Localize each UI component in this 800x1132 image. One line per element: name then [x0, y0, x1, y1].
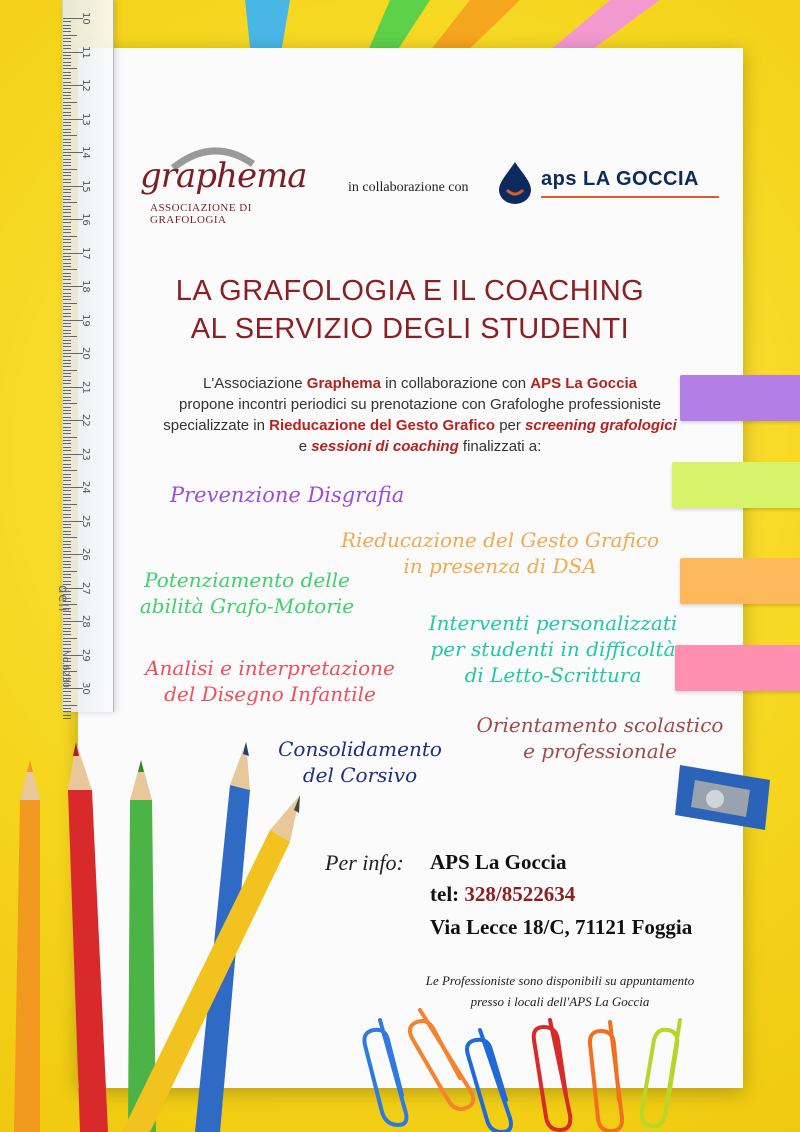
goccia-wordmark: aps LA GOCCIA	[541, 168, 699, 190]
ruler-number: 18	[80, 280, 91, 293]
ruler-tick	[63, 470, 77, 471]
ruler-tick	[63, 105, 71, 106]
ruler-number: 26	[80, 548, 91, 561]
topic-analisi	[135, 655, 405, 707]
ruler-tick	[63, 159, 71, 160]
pencil-orange	[14, 760, 40, 1132]
ruler-tick	[63, 484, 71, 485]
ruler-tick	[63, 129, 71, 130]
ruler-tick	[63, 423, 71, 424]
ruler-tick	[63, 628, 71, 629]
footer-line-2: presso i locali dell'APS La Goccia	[470, 994, 650, 1009]
ruler-tick	[63, 122, 71, 123]
ruler-tick	[63, 58, 71, 59]
ruler-tick	[63, 21, 71, 22]
ruler-tick	[63, 289, 71, 290]
pencils-decoration	[0, 720, 330, 1132]
ruler-tick	[63, 534, 71, 535]
ruler-tick	[63, 115, 71, 116]
ruler-tick	[63, 551, 71, 552]
ruler-number: 22	[80, 414, 91, 427]
ruler-tick	[63, 490, 71, 491]
ruler-tick	[63, 433, 71, 434]
ruler-tick	[63, 571, 77, 572]
ruler-tick	[63, 125, 71, 126]
screening-text: screening grafologici	[525, 417, 677, 434]
ruler-tick	[63, 373, 71, 374]
ruler-tick	[63, 31, 71, 32]
ruler-tick	[63, 400, 71, 401]
topic-text: di Letto-Scrittura	[464, 663, 642, 687]
ruler-tick	[63, 497, 71, 498]
ruler-tick	[63, 82, 71, 83]
info-address: Via Lecce 18/C, 71121 Foggia	[430, 915, 693, 939]
topic-text: Interventi personalizzati	[428, 611, 678, 635]
ruler-tick	[63, 139, 71, 140]
graphema-wordmark: graphema	[140, 156, 307, 196]
ruler-tick	[63, 92, 71, 93]
ruler-tick	[63, 202, 77, 203]
ruler-number: 21	[80, 380, 91, 394]
ruler-tick	[63, 701, 71, 702]
ruler-tick	[63, 443, 71, 444]
title-line-2: AL SERVIZIO DEGLI STUDENTI	[190, 313, 630, 345]
ruler-tick	[63, 299, 71, 300]
info-label: Per info:	[325, 850, 404, 875]
ruler-tick	[63, 313, 71, 314]
paperclip-blue2-icon	[467, 1030, 511, 1132]
ruler-tick	[63, 65, 71, 66]
ruler-tick	[63, 430, 71, 431]
ruler-tick	[63, 28, 71, 29]
ruler-tick	[63, 618, 71, 619]
intro-text: finalizzati a:	[458, 438, 542, 455]
ruler-tick	[63, 232, 71, 233]
ruler-tick	[63, 269, 77, 270]
ruler-tick	[63, 517, 71, 518]
ruler-tick	[63, 464, 71, 465]
ruler-tick	[63, 149, 71, 150]
ruler-tick	[63, 78, 71, 79]
ruler-tick	[63, 457, 71, 458]
ruler-tick	[63, 380, 71, 381]
ruler-tick	[63, 514, 71, 515]
ruler-tick	[63, 75, 71, 76]
ruler-tick	[63, 360, 71, 361]
ruler-number: 28	[80, 615, 91, 628]
ruler-tick	[63, 55, 71, 56]
ruler-tick	[63, 95, 71, 96]
ruler-tick	[63, 169, 77, 170]
ruler-tick	[63, 708, 71, 709]
ruler-tick	[63, 266, 71, 267]
ruler-tick	[63, 547, 71, 548]
ruler-tick	[63, 648, 71, 649]
goccia-logo	[495, 160, 725, 204]
paperclip-blue-icon	[364, 1020, 406, 1125]
ruler-tick	[63, 209, 71, 210]
paperclip-red-icon	[534, 1020, 571, 1130]
ruler-tick	[63, 222, 71, 223]
ruler-tick	[63, 718, 71, 719]
topic-text: e professionale	[523, 739, 677, 763]
ruler-tick	[63, 537, 77, 538]
ruler-tick	[63, 510, 71, 511]
ruler-tick	[63, 316, 71, 317]
ruler-tick	[63, 199, 71, 200]
phone-number[interactable]: 328/8522634	[464, 882, 576, 906]
ruler-tick	[63, 226, 71, 227]
topic-text: Potenziamento delle	[144, 568, 350, 592]
ruler-tick	[63, 326, 71, 327]
paperclip-orange-icon	[410, 1010, 473, 1109]
ruler-number: 13	[80, 112, 91, 126]
topic-text: per studenti in difficoltà	[430, 637, 676, 661]
intro-text: L'Associazione	[203, 375, 307, 392]
paperclip-orange2-icon	[590, 1022, 622, 1131]
ruler-tick	[63, 691, 71, 692]
ruler-tick	[63, 564, 71, 565]
ruler-tick	[63, 356, 71, 357]
ruler-tick	[63, 48, 71, 49]
ruler-number: 25	[80, 514, 91, 528]
ruler-tick	[63, 263, 71, 264]
ruler-tick	[63, 370, 77, 371]
ruler-tick	[63, 500, 71, 501]
ruler-tick	[63, 363, 71, 364]
ruler-tick	[63, 376, 71, 377]
ruler-tick	[63, 346, 71, 347]
ruler-tick	[63, 216, 71, 217]
ruler-tick	[63, 393, 71, 394]
topic-text: in presenza di DSA	[403, 554, 597, 578]
ruler-tick	[63, 460, 71, 461]
ruler-tick	[63, 614, 71, 615]
ruler-tick	[63, 350, 71, 351]
ruler-tick	[63, 330, 71, 331]
ruler-tick	[63, 249, 71, 250]
ruler-tick	[63, 239, 71, 240]
ruler-brand: deli	[55, 585, 70, 613]
paperclips-decoration	[360, 1000, 720, 1132]
ruler-tick	[63, 634, 71, 635]
ruler-tick	[63, 142, 71, 143]
ruler-tick	[63, 212, 71, 213]
ruler-tick	[63, 581, 71, 582]
ruler-tick	[63, 236, 77, 237]
ruler-tick	[63, 196, 71, 197]
topic-orientamento	[455, 712, 745, 764]
ruler-tick	[63, 541, 71, 542]
goccia-underline	[541, 196, 719, 198]
ruler-tick	[63, 340, 71, 341]
ruler-tick	[63, 711, 71, 712]
ruler-tick	[63, 467, 71, 468]
ruler-tick	[63, 410, 71, 411]
topic-text: del Disegno Infantile	[164, 682, 376, 706]
intro-text: in collaborazione con	[380, 375, 531, 392]
ruler-tick	[63, 477, 71, 478]
ruler-tick	[63, 135, 77, 136]
ruler-tick	[63, 182, 71, 183]
drop-icon	[495, 160, 535, 204]
ruler-number: 20	[80, 347, 91, 360]
sticky-note-lime	[672, 462, 800, 508]
ruler-tick	[63, 531, 71, 532]
ruler-tick	[63, 698, 71, 699]
topic-potenziamento	[112, 567, 382, 619]
sharpener-decoration	[670, 755, 780, 835]
ruler-tick	[63, 175, 71, 176]
ruler-tick	[63, 25, 71, 26]
ruler-tick	[63, 303, 77, 304]
ruler-tick	[63, 417, 71, 418]
pencil-red	[68, 742, 108, 1132]
ruler-tick	[63, 624, 71, 625]
sticky-note-orange	[680, 558, 800, 604]
collaboration-text: in collaborazione con	[348, 180, 469, 195]
ruler-number: 14	[80, 146, 91, 159]
intro-paragraph	[160, 373, 680, 457]
ruler-tick	[63, 276, 71, 277]
ruler-tick	[63, 474, 71, 475]
ruler-tick	[63, 631, 71, 632]
org-graphema: Graphema	[306, 375, 381, 392]
ruler-tick	[63, 38, 71, 39]
topic-text: Prevenzione Disgrafia	[170, 483, 405, 507]
ruler-number: 10	[80, 12, 91, 25]
ruler-tick	[63, 72, 71, 73]
ruler-tick	[63, 427, 71, 428]
ruler-tick	[63, 192, 71, 193]
ruler-tick	[63, 413, 71, 414]
ruler-tick	[63, 561, 71, 562]
ruler-tick	[63, 397, 71, 398]
ruler-tick	[63, 407, 71, 408]
ruler-tick	[63, 574, 71, 575]
intro-text: per	[495, 417, 526, 434]
ruler-tick	[63, 494, 71, 495]
ruler-tick	[63, 256, 71, 257]
info-phone	[430, 882, 575, 907]
ruler-tick	[63, 98, 71, 99]
ruler-number: 19	[80, 313, 91, 327]
ruler-tick	[63, 279, 71, 280]
ruler-tick	[63, 162, 71, 163]
ruler-number: 12	[80, 79, 91, 92]
ruler-tick	[63, 45, 71, 46]
ruler-tick	[63, 309, 71, 310]
ruler-number: 27	[80, 581, 91, 595]
ruler-tick	[63, 189, 71, 190]
ruler-tick	[63, 527, 71, 528]
ruler-number: 23	[80, 447, 91, 461]
ruler-number: 29	[80, 648, 91, 662]
ruler-tick	[63, 88, 71, 89]
ruler-number: 15	[80, 179, 91, 193]
ruler-tick	[63, 293, 71, 294]
topic-text: Analisi e interpretazione	[145, 656, 395, 680]
ruler-tick	[63, 112, 71, 113]
ruler-tick	[63, 246, 71, 247]
ruler-tick	[63, 41, 71, 42]
ruler-number: 24	[80, 481, 91, 494]
ruler-tick	[63, 62, 71, 63]
ruler-tick	[63, 567, 71, 568]
org-goccia: APS La Goccia	[530, 375, 637, 392]
ruler-code: No.6230	[60, 650, 70, 688]
ruler-tick	[63, 229, 71, 230]
ruler-tick	[63, 102, 77, 103]
ruler-tick	[63, 504, 77, 505]
graphema-subtitle: ASSOCIAZIONE DI GRAFOLOGIA	[150, 202, 252, 226]
ruler-tick	[63, 165, 71, 166]
paperclip-lime-icon	[642, 1020, 680, 1126]
topic-text: del Corsivo	[302, 763, 418, 787]
ruler-number: 17	[80, 246, 91, 260]
phone-label: tel:	[430, 882, 465, 906]
ruler-tick	[63, 336, 77, 337]
ruler-tick	[63, 524, 71, 525]
ruler-tick	[63, 544, 71, 545]
ruler-tick	[63, 480, 71, 481]
ruler-number: 11	[80, 45, 91, 59]
ruler-tick	[63, 366, 71, 367]
ruler-tick	[63, 259, 71, 260]
title-line-1: LA GRAFOLOGIA E IL COACHING	[175, 275, 645, 307]
footer-line-1: Le Professioniste sono disponibili su appuntamento	[425, 973, 695, 988]
ruler-tick	[63, 644, 71, 645]
ruler-number: 16	[80, 213, 91, 226]
ruler-tick	[63, 132, 71, 133]
ruler-tick	[63, 35, 77, 36]
ruler-tick	[63, 333, 71, 334]
intro-text: propone incontri periodici su prenotazione con Grafologhe professioniste specializzate in	[163, 396, 661, 434]
graphema-logo	[140, 150, 310, 226]
ruler-tick	[63, 440, 71, 441]
topic-text: abilità Grafo-Motorie	[139, 594, 355, 618]
ruler-tick	[63, 403, 77, 404]
ruler-tick	[63, 206, 71, 207]
ruler-tick	[63, 715, 71, 716]
ruler-tick	[63, 273, 71, 274]
ruler-tick	[63, 437, 77, 438]
ruler-tick	[63, 383, 71, 384]
ruler-tick	[63, 447, 71, 448]
ruler-tick	[63, 68, 77, 69]
topic-text: Orientamento scolastico	[476, 713, 724, 737]
coaching-text: sessioni di coaching	[311, 438, 459, 455]
ruler-tick	[63, 695, 71, 696]
topic-prevenzione	[170, 482, 404, 508]
ruler-tick	[63, 242, 71, 243]
ruler-tick	[63, 179, 71, 180]
ruler-tick	[63, 343, 71, 344]
ruler-tick	[63, 557, 71, 558]
info-name: APS La Goccia	[430, 850, 567, 874]
topic-interventi	[398, 610, 708, 688]
ruler-tick	[63, 390, 71, 391]
ruler-number: 30	[80, 682, 91, 695]
ruler-tick	[63, 450, 71, 451]
ruler-tick	[63, 323, 71, 324]
ruler-tick	[63, 705, 77, 706]
ruler-tick	[63, 296, 71, 297]
ruler-tick	[63, 641, 71, 642]
ruler-tick	[63, 155, 71, 156]
ruler-tick	[63, 283, 71, 284]
service-name: Rieducazione del Gesto Grafico	[269, 417, 496, 434]
topic-text: Consolidamento	[278, 737, 442, 761]
ruler-tick	[63, 145, 71, 146]
intro-text: e	[298, 438, 312, 455]
ruler-tick	[63, 577, 71, 578]
ruler-tick	[63, 306, 71, 307]
ruler-tick	[63, 638, 77, 639]
ruler-tick	[63, 507, 71, 508]
topic-text: Rieducazione del Gesto Grafico	[340, 528, 660, 552]
ruler-tick	[63, 172, 71, 173]
sticky-note-purple	[680, 375, 800, 421]
ruler-tick	[63, 108, 71, 109]
